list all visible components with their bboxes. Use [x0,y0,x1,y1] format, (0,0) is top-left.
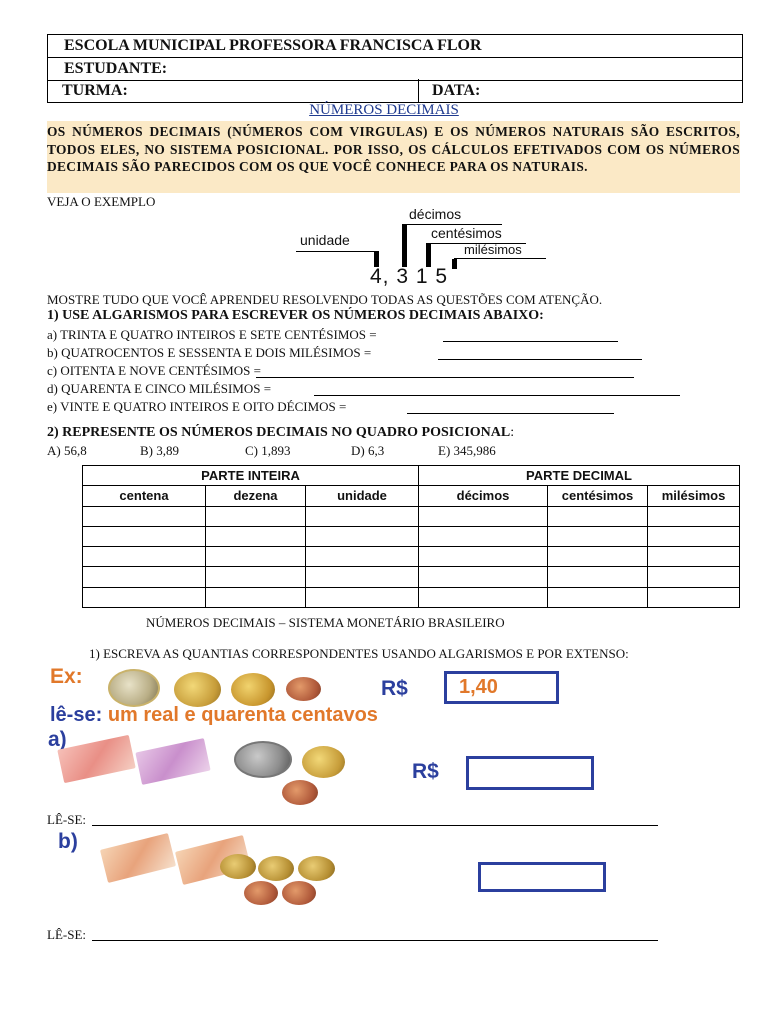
q1-title: 1) USE ALGARISMOS PARA ESCREVER OS NÚMEROS DECIMAIS ABAIXO: [47,308,544,323]
group-parte-decimal: PARTE DECIMAL [419,466,740,486]
item-b-answer-box[interactable] [478,862,606,892]
item-a-le-se-line[interactable] [92,825,658,826]
q2-option-a: A) 56,8 [47,443,87,458]
col-dezena: dezena [206,486,306,506]
q1-answer-a[interactable] [443,341,618,342]
q1-answer-c[interactable] [256,377,634,378]
q1-item-b: b) QUATROCENTOS E SESSENTA E DOIS MILÉSIMOS = [47,345,372,360]
coin-10-icon [231,673,275,706]
date-label: DATA: [432,82,481,99]
coin-10-icon [220,854,256,879]
example-ex-label: Ex: [50,665,83,688]
reads-text: um real e quarenta centavos [107,704,378,726]
coin-10-icon [298,856,335,881]
col-milesimos: milésimos [648,486,740,506]
student-label: ESTUDANTE: [64,60,168,77]
item-a-rs: R$ [412,760,439,783]
item-b-label: b) [58,830,78,853]
item-a-label: a) [48,728,67,751]
col-centena: centena [83,486,206,506]
class-date-row [48,80,742,102]
student-row[interactable] [48,57,742,81]
q1-answer-b[interactable] [438,359,642,360]
reads-line [50,704,378,727]
item-b-le-se-line[interactable] [92,940,658,941]
q1-answer-e[interactable] [407,413,614,414]
coin-1-real-icon [108,669,160,707]
item-a-answer-box[interactable] [466,756,594,790]
table-group-row [83,466,740,486]
example-rs: R$ [381,677,408,700]
example-value: 1,40 [459,676,498,698]
coin-5-icon [282,780,318,805]
money-instruction: 1) ESCREVA AS QUANTIAS CORRESPONDENTES USANDO ALGARISMOS E POR EXTENSO: [89,646,629,661]
centesimos-bar [426,243,431,267]
q1-item-c: c) OITENTA E NOVE CENTÉSIMOS = [47,363,261,378]
group-parte-inteira: PARTE INTEIRA [83,466,419,486]
col-decimos: décimos [419,486,548,506]
q2-title: 2) REPRESENTE OS NÚMEROS DECIMAIS NO QUADRO POSICIONAL [47,425,511,440]
unidade-label: unidade [300,232,350,248]
col-centesimos: centésimos [548,486,648,506]
coin-25-icon [174,672,221,707]
example-number: 4, 3 1 5 [370,265,449,288]
q2-title-wrap [47,425,514,441]
q2-option-b: B) 3,89 [140,443,179,458]
page-title: NÚMEROS DECIMAIS [309,102,459,118]
header-table [47,34,743,103]
money-section-title: NÚMEROS DECIMAIS – SISTEMA MONETÁRIO BRASILEIRO [146,615,505,630]
intro-box [47,121,740,193]
decimos-label: décimos [409,206,462,222]
q1-item-a: a) TRINTA E QUATRO INTEIROS E SETE CENTÉSIMOS = [47,327,377,342]
instruction-text: MOSTRE TUDO QUE VOCÊ APRENDEU RESOLVENDO TODAS AS QUESTÕES COM ATENÇÃO. [47,292,603,307]
coin-25-icon [302,746,345,778]
decimos-bar [402,224,407,267]
milesimos-bar [452,259,457,269]
coin-1-real-silver-icon [234,741,292,778]
banknote-20-icon [100,833,176,883]
table-row[interactable] [83,547,740,567]
q1-item-e: e) VINTE E QUATRO INTEIROS E OITO DÉCIMOS = [47,399,347,414]
col-unidade: unidade [306,486,419,506]
coin-5-icon [282,881,316,905]
example-label: VEJA O EXEMPLO [47,194,156,209]
milesimos-label: milésimos [464,242,522,257]
banknote-10-icon [57,735,135,783]
centesimos-label: centésimos [431,225,502,241]
coin-5-icon [286,677,321,701]
school-name: ESCOLA MUNICIPAL PROFESSORA FRANCISCA FLOR [64,37,482,54]
q1-answer-d[interactable] [314,395,680,396]
intro-text: OS NÚMEROS DECIMAIS (NÚMEROS COM VIRGULAS) E OS NÚMEROS NATURAIS SÃO ESCRITOS, TODOS ELES, NO SISTEMA POSICIONAL. POR ISSO, OS CÁLCULOS EFETIVADOS COM OS NÚMEROS DECIMAIS SÃO PARECIDOS COM OS QUE VOCÊ CONHECE PARA OS NATURAIS. [47,124,740,174]
example-value-box [444,671,559,704]
reads-label: lê-se: [50,704,103,726]
table-row[interactable] [83,567,740,587]
item-a-le-se: LÊ-SE: [47,812,86,827]
table-row[interactable] [83,506,740,526]
table-header-row [83,486,740,506]
table-row[interactable] [83,526,740,546]
banknote-5-icon [135,738,210,785]
table-row[interactable] [83,587,740,607]
place-value-diagram [296,206,546,288]
q2-option-e: E) 345,986 [438,443,496,458]
item-b-le-se: LÊ-SE: [47,927,86,942]
column-divider [418,79,419,103]
q2-option-d: D) 6,3 [351,443,385,458]
class-label: TURMA: [62,82,128,99]
coin-5-icon [244,881,278,905]
place-value-table [82,465,740,608]
q2-title-colon: : [510,425,515,440]
q2-option-c: C) 1,893 [245,443,291,458]
q1-item-d: d) QUARENTA E CINCO MILÉSIMOS = [47,381,272,396]
school-row [48,35,742,58]
coin-10-icon [258,856,294,881]
